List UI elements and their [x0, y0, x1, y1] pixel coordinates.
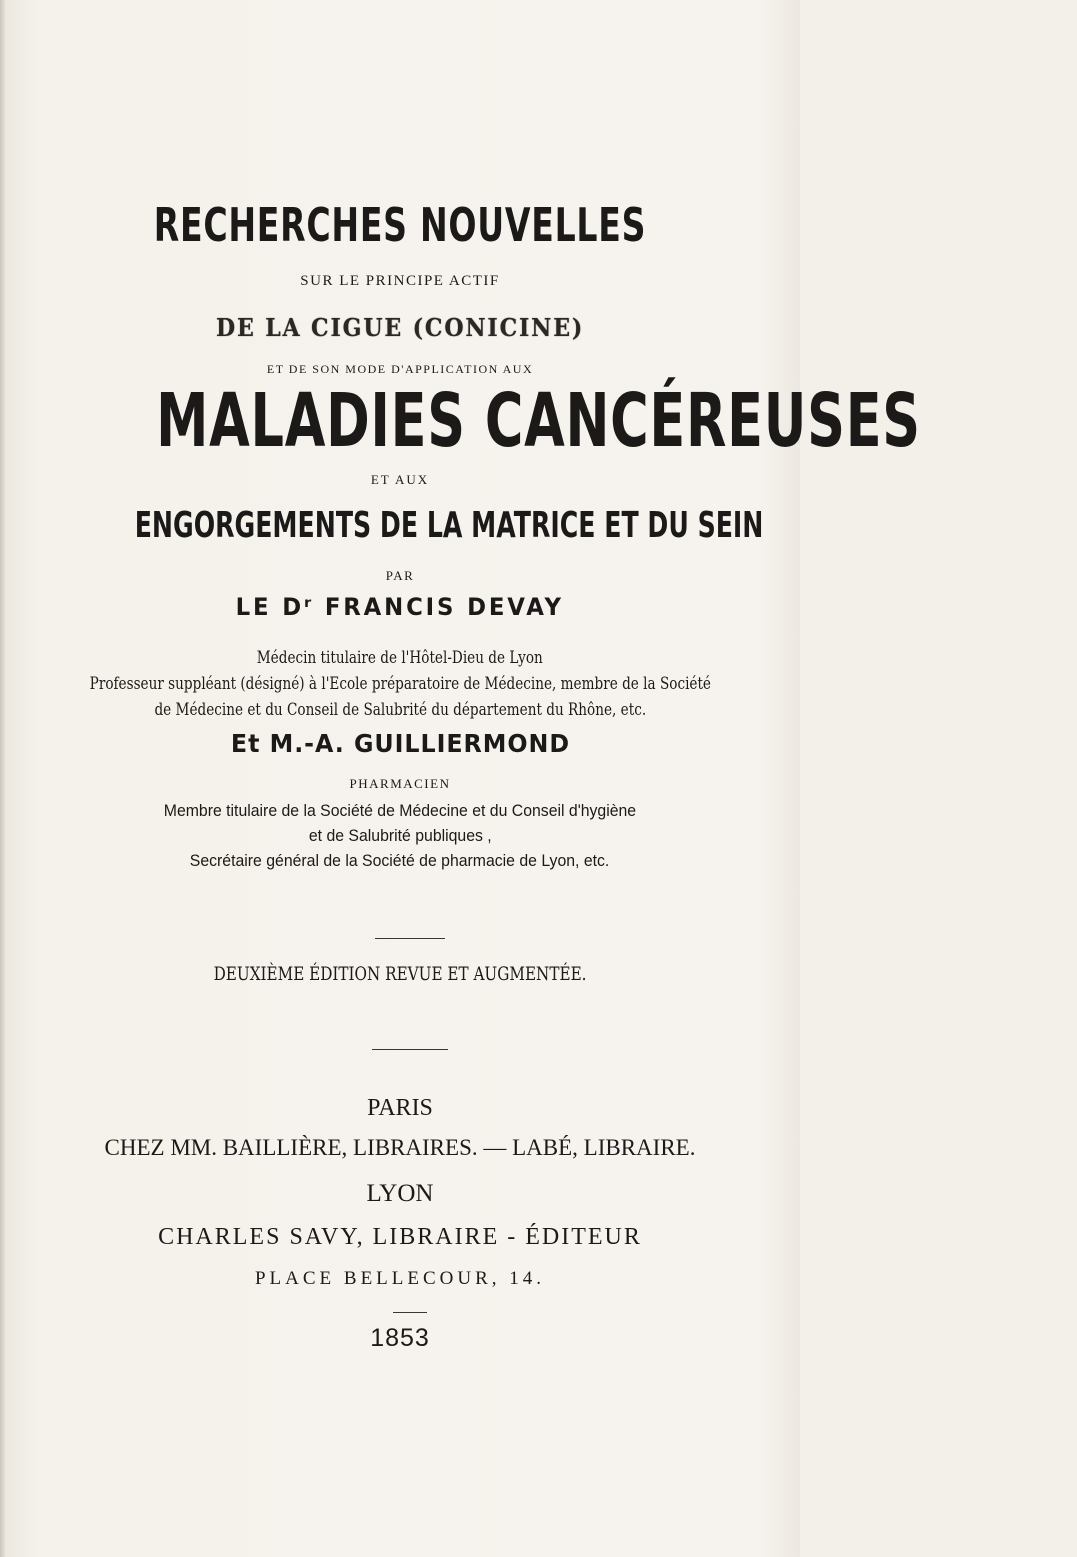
by-label: PAR [385, 568, 415, 583]
divider-rule [372, 1049, 448, 1050]
city-paris: PARIS [367, 1095, 433, 1121]
paris-publishers: CHEZ MM. BAILLIÈRE, LIBRAIRES. — LABÉ, LIBRAIRE. [104, 1135, 696, 1160]
edition-statement: DEUXIÈME ÉDITION REVUE ET AUGMENTÉE. [213, 963, 587, 985]
publication-year: 1853 [370, 1324, 430, 1352]
divider-rule [375, 938, 445, 939]
author2-role-line2: et de Salubrité publiques , [308, 826, 492, 845]
author1-role-line1: Médecin titulaire de l'Hôtel-Dieu de Lyon [256, 648, 544, 668]
subtitle-application: ET DE SON MODE D'APPLICATION AUX [266, 362, 534, 376]
engorgements-title: ENGORGEMENTS DE LA MATRICE ET DU SEIN [134, 505, 764, 546]
subtitle-principle: SUR LE PRINCIPE ACTIF [300, 273, 500, 289]
author1-name: LE Dʳ FRANCIS DEVAY [235, 593, 565, 621]
publisher-address: PLACE BELLECOUR, 14. [254, 1268, 546, 1289]
disease-title: MALADIES CANCÉREUSES [156, 378, 921, 464]
city-lyon: LYON [366, 1180, 434, 1207]
author2-role-line3: Secrétaire général de la Société de pharmacie de Lyon, etc. [190, 851, 610, 870]
lyon-publisher: CHARLES SAVY, LIBRAIRE - ÉDITEUR [158, 1224, 642, 1250]
author2-title: PHARMACIEN [349, 776, 451, 791]
author2-role-line1: Membre titulaire de la Société de Médecine et du Conseil d'hygiène [163, 801, 637, 820]
subtitle-plant: DE LA CIGUE (CONICINE) [215, 313, 585, 342]
conjunction: ET AUX [370, 472, 430, 487]
author1-role-line2: Professeur suppléant (désigné) à l'Ecole préparatoire de Médecine, membre de la Société [89, 674, 711, 694]
author2-name: Et M.-A. GUILLIERMOND [230, 729, 570, 758]
divider-rule [393, 1312, 427, 1313]
author1-role-line3: de Médecine et du Conseil de Salubrité du département du Rhône, etc. [154, 700, 646, 720]
main-title: RECHERCHES NOUVELLES [153, 198, 647, 252]
